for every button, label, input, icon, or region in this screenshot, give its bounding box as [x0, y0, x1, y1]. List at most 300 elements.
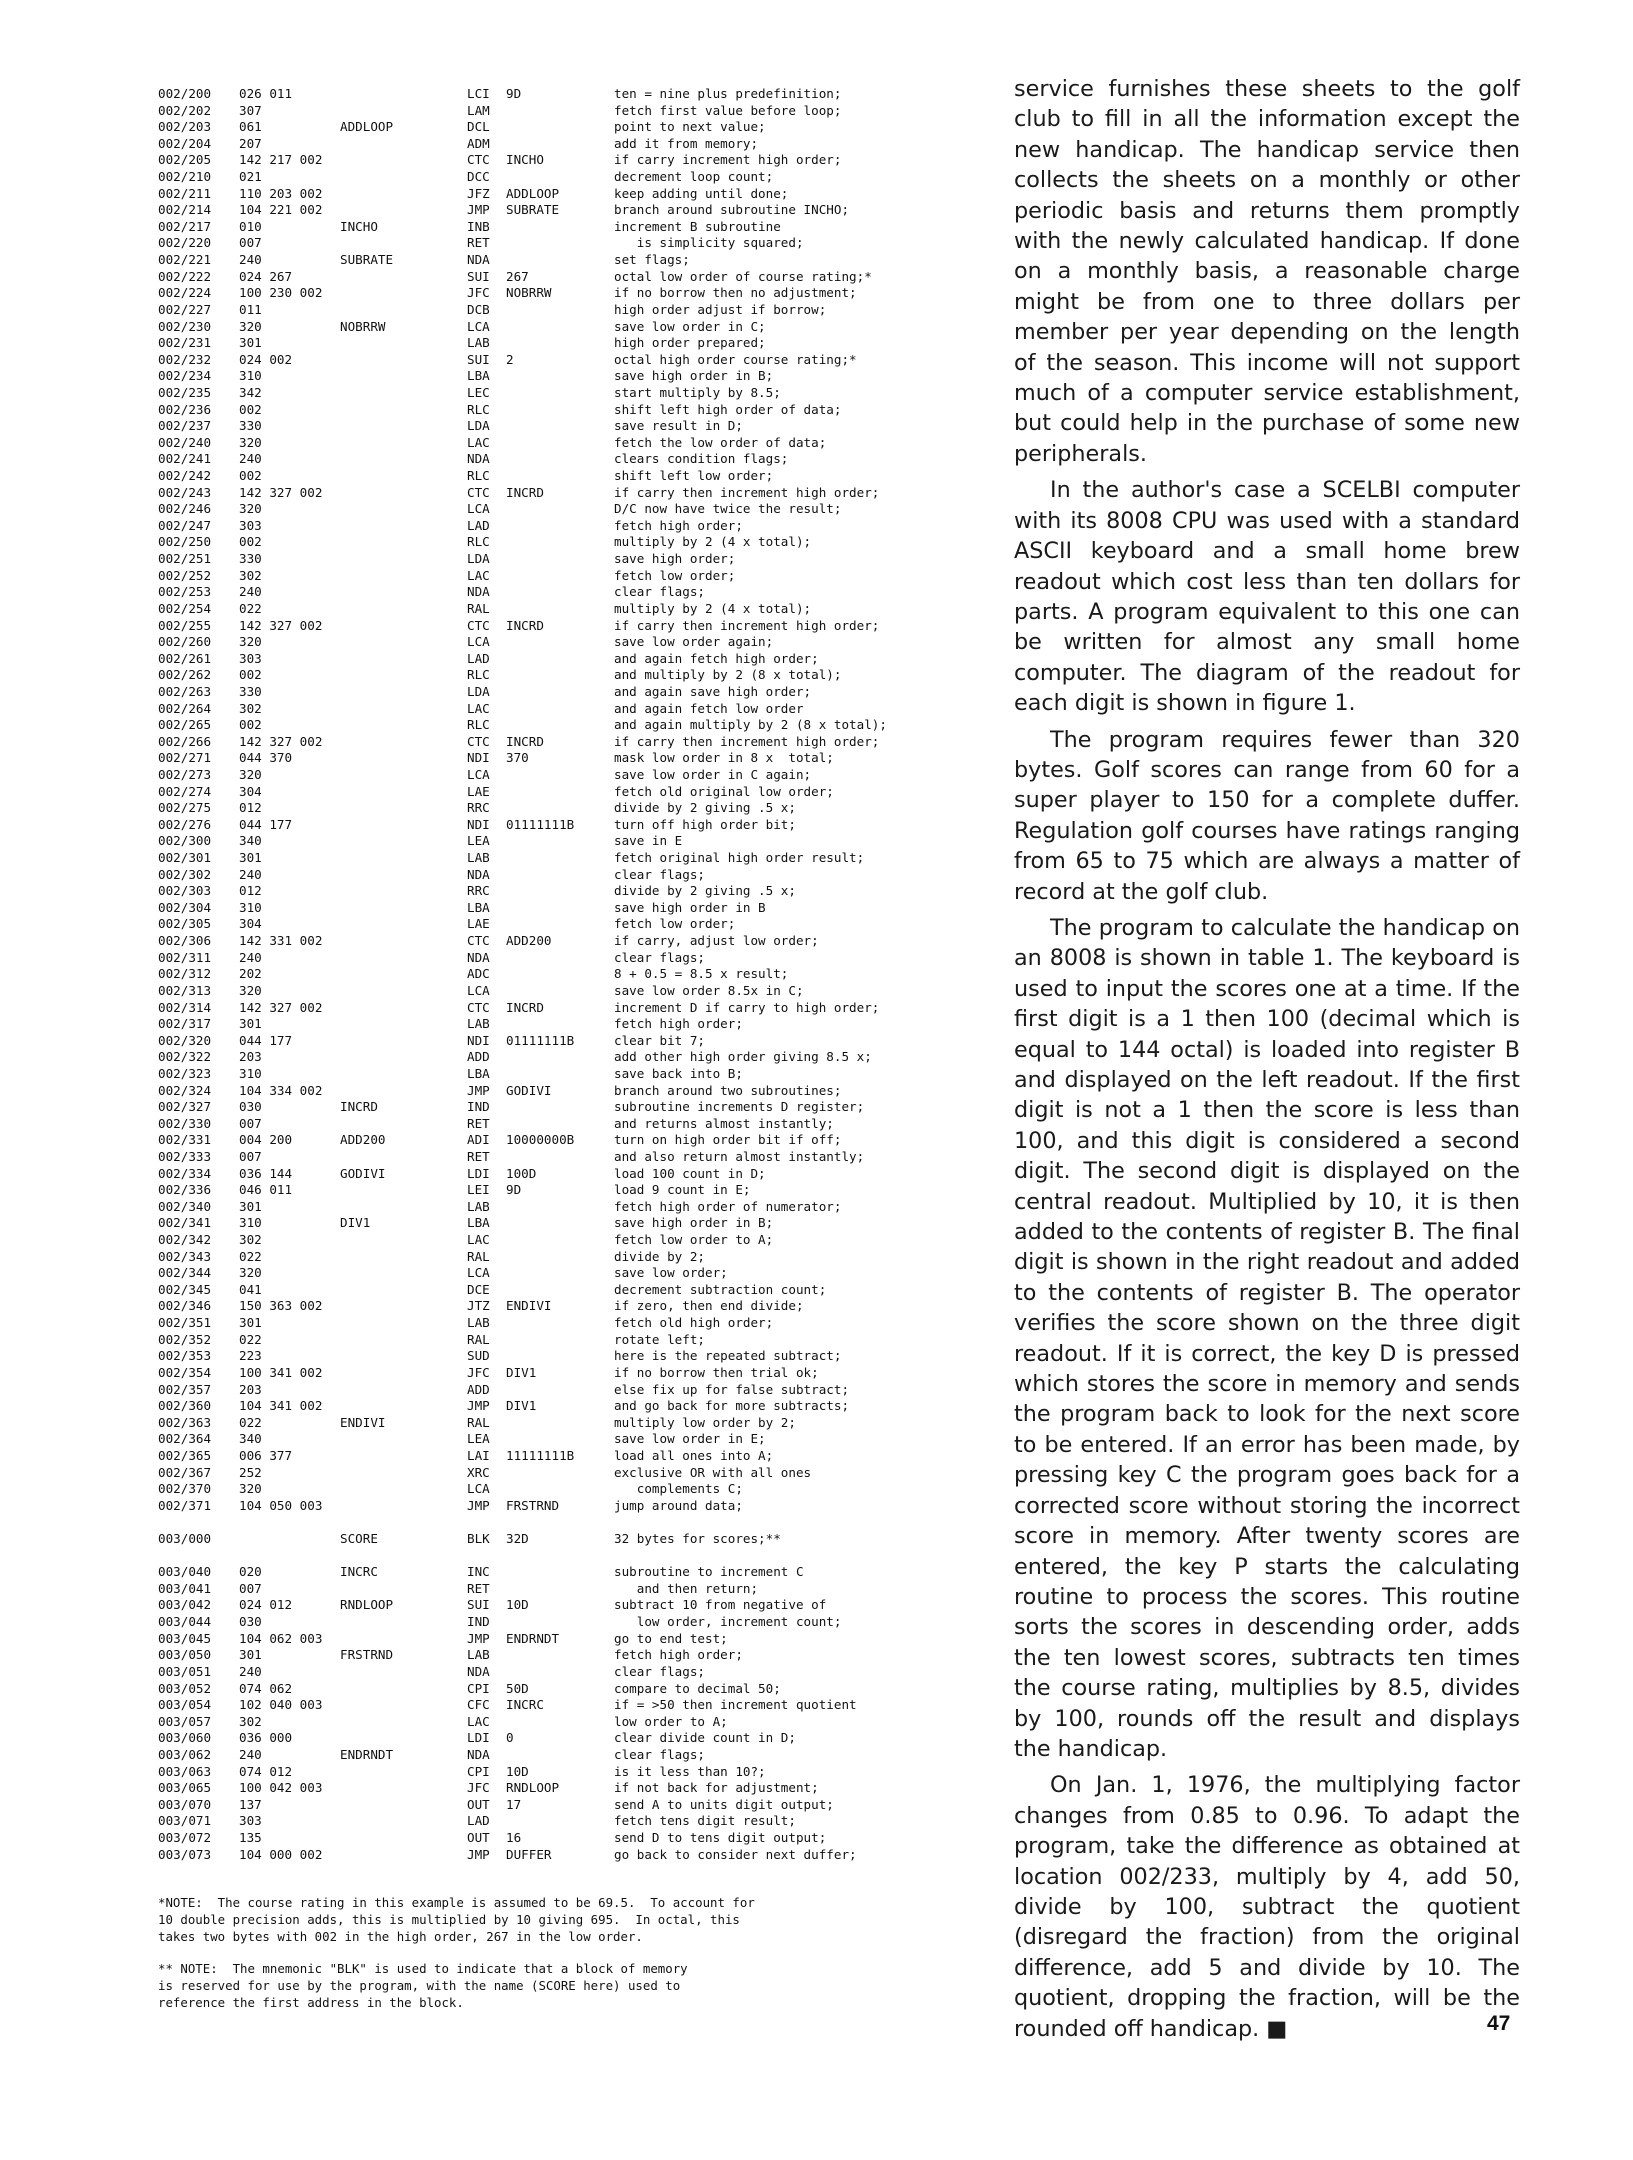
- listing-mnemonic: CTC: [467, 999, 490, 1015]
- listing-mnemonic: ADM: [467, 135, 490, 151]
- listing-comment: else fix up for false subtract;: [614, 1381, 850, 1397]
- listing-operand: INCRD: [506, 733, 544, 749]
- listing-address: 003/072: [158, 1829, 212, 1845]
- listing-mnemonic: RET: [467, 1149, 490, 1164]
- listing-row: [158, 800, 978, 817]
- listing-operand: [506, 584, 614, 601]
- listing-object-code: 041: [239, 1281, 262, 1297]
- listing-mnemonic: NDA: [467, 252, 490, 268]
- listing-address: 002/205: [158, 152, 212, 168]
- listing-label: [340, 1847, 467, 1864]
- listing-object-code: 022: [239, 1248, 262, 1264]
- listing-label: [340, 734, 467, 751]
- listing-address: 002/365: [158, 1447, 212, 1463]
- listing-row: [158, 235, 978, 252]
- listing-label: [340, 1780, 467, 1797]
- listing-address: 003/062: [158, 1746, 212, 1762]
- listing-object-code: 020: [239, 1564, 262, 1580]
- listing-comment: low order to A;: [614, 1713, 728, 1729]
- listing-address: 002/302: [158, 866, 212, 882]
- listing-mnemonic: LAC: [467, 434, 490, 450]
- listing-object-code: 203: [239, 1381, 262, 1397]
- listing-label: [340, 867, 467, 884]
- listing-comment: complements C;: [614, 1481, 743, 1497]
- listing-mnemonic: RET: [467, 1115, 490, 1131]
- listing-row: [158, 1249, 978, 1266]
- listing-mnemonic: LBA: [467, 899, 490, 915]
- listing-label: [340, 103, 467, 120]
- listing-row: [158, 103, 978, 120]
- listing-address: 002/274: [158, 783, 212, 799]
- listing-mnemonic: XRC: [467, 1464, 490, 1480]
- listing-mnemonic: DCE: [467, 1281, 490, 1297]
- listing-object-code: 007: [239, 1115, 262, 1131]
- listing-address: 002/324: [158, 1082, 212, 1098]
- listing-row: [158, 352, 978, 369]
- listing-object-code: 007: [239, 1149, 262, 1164]
- listing-object-code: 301: [239, 335, 262, 351]
- listing-operand: 01111111B: [506, 1032, 575, 1048]
- listing-mnemonic: DCB: [467, 301, 490, 317]
- listing-operand: [506, 1714, 614, 1731]
- listing-address: 002/313: [158, 982, 212, 998]
- listing-row: [158, 651, 978, 668]
- listing-mnemonic: LDI: [467, 1165, 490, 1181]
- page-number: 47: [1487, 2012, 1511, 2035]
- listing-object-code: 030: [239, 1099, 262, 1115]
- listing-object-code: 102 040 003: [239, 1697, 323, 1713]
- listing-object-code: 304: [239, 783, 262, 799]
- listing-operand: [506, 1066, 614, 1083]
- listing-operand: [506, 701, 614, 718]
- listing-mnemonic: NDA: [467, 866, 490, 882]
- listing-mnemonic: LAB: [467, 850, 490, 866]
- listing-comment: increment B subroutine: [614, 218, 781, 234]
- listing-comment: and multiply by 2 (8 x total);: [614, 667, 842, 683]
- listing-object-code: 320: [239, 318, 262, 334]
- listing-object-code: 012: [239, 800, 262, 816]
- listing-address: 002/333: [158, 1149, 212, 1164]
- listing-mnemonic: LAC: [467, 700, 490, 716]
- listing-row: [158, 1714, 978, 1731]
- listing-comment: branch around two subroutines;: [614, 1082, 842, 1098]
- listing-comment: add it from memory;: [614, 135, 759, 151]
- listing-address: 002/251: [158, 551, 212, 567]
- listing-label: [340, 235, 467, 252]
- listing-address: 002/271: [158, 750, 212, 766]
- listing-comment: save low order;: [614, 1265, 728, 1281]
- listing-label: [340, 717, 467, 734]
- listing-object-code: 100 341 002: [239, 1364, 323, 1380]
- listing-object-code: 002: [239, 468, 262, 484]
- listing-operand: [506, 966, 614, 983]
- listing-comment: subroutine to increment C: [614, 1564, 804, 1580]
- listing-label: [340, 1664, 467, 1681]
- listing-object-code: 240: [239, 866, 262, 882]
- listing-comment: multiply by 2 (4 x total);: [614, 600, 812, 616]
- listing-row: [158, 1448, 978, 1465]
- listing-label: [340, 916, 467, 933]
- listing-object-code: 310: [239, 899, 262, 915]
- listing-label: [340, 883, 467, 900]
- listing-operand: 100D: [506, 1165, 537, 1181]
- listing-label: [340, 800, 467, 817]
- listing-operand: [506, 1747, 614, 1764]
- listing-row: [158, 1415, 978, 1432]
- listing-address: 002/242: [158, 468, 212, 484]
- listing-label: ADD200: [340, 1132, 386, 1148]
- listing-row: [158, 1747, 978, 1764]
- listing-label: [340, 435, 467, 452]
- listing-object-code: 301: [239, 1647, 262, 1663]
- listing-object-code: 320: [239, 1265, 262, 1281]
- listing-object-code: 024 012: [239, 1597, 293, 1613]
- listing-comment: is simplicity squared;: [614, 235, 804, 251]
- listing-mnemonic: RET: [467, 235, 490, 251]
- listing-row: [158, 817, 978, 834]
- listing-comment: go to end test;: [614, 1630, 728, 1646]
- listing-comment: save low order in C;: [614, 318, 766, 334]
- listing-label: [340, 202, 467, 219]
- listing-operand: [506, 136, 614, 153]
- listing-object-code: 320: [239, 982, 262, 998]
- listing-comment: save low order in E;: [614, 1431, 766, 1447]
- listing-comment: decrement loop count;: [614, 169, 774, 185]
- listing-row: [158, 86, 978, 103]
- listing-operand: 01111111B: [506, 816, 575, 832]
- listing-row: [158, 1830, 978, 1847]
- listing-address: 002/346: [158, 1298, 212, 1314]
- listing-mnemonic: CTC: [467, 484, 490, 500]
- listing-operand: [506, 335, 614, 352]
- listing-address: 002/371: [158, 1497, 212, 1513]
- listing-operand: 0: [506, 1730, 514, 1746]
- listing-row: [158, 319, 978, 336]
- listing-comment: fetch low order;: [614, 916, 736, 932]
- listing-operand: NOBRRW: [506, 285, 552, 301]
- listing-address: 002/351: [158, 1315, 212, 1331]
- listing-operand: SUBRATE: [506, 202, 560, 218]
- listing-comment: fetch high order of numerator;: [614, 1198, 842, 1214]
- listing-operand: [506, 1215, 614, 1232]
- listing-address: 002/370: [158, 1481, 212, 1497]
- listing-mnemonic: LDA: [467, 418, 490, 434]
- listing-operand: [506, 1581, 614, 1598]
- listing-mnemonic: LDI: [467, 1730, 490, 1746]
- listing-address: 002/211: [158, 185, 212, 201]
- listing-row: [158, 1000, 978, 1017]
- listing-address: 002/273: [158, 766, 212, 782]
- listing-comment: fetch high order;: [614, 1647, 743, 1663]
- listing-comment: if carry then increment high order;: [614, 617, 880, 633]
- note-blk-mnemonic: ** NOTE: The mnemonic "BLK" is used to indicate that a block of memory is reserved for use by the program, with the name (SCORE here) used to reference the first address in the block.: [158, 1961, 688, 2010]
- listing-comment: ten = nine plus predefinition;: [614, 86, 842, 101]
- listing-mnemonic: IND: [467, 1099, 490, 1115]
- listing-operand: ADDLOOP: [506, 185, 560, 201]
- listing-operand: INCRD: [506, 999, 544, 1015]
- listing-row: [158, 269, 978, 286]
- listing-object-code: 302: [239, 1713, 262, 1729]
- listing-label: [340, 651, 467, 668]
- listing-row: [158, 1215, 978, 1232]
- listing-mnemonic: LCA: [467, 982, 490, 998]
- listing-row: [158, 734, 978, 751]
- listing-row: [158, 152, 978, 169]
- listing-address: 002/330: [158, 1115, 212, 1131]
- listing-row: [158, 1149, 978, 1166]
- listing-address: 003/050: [158, 1647, 212, 1663]
- listing-address: 003/065: [158, 1780, 212, 1796]
- listing-operand: 370: [506, 750, 529, 766]
- listing-label: [340, 1000, 467, 1017]
- listing-mnemonic: LCA: [467, 318, 490, 334]
- listing-object-code: 207: [239, 135, 262, 151]
- listing-operand: 9D: [506, 86, 522, 101]
- listing-row: [158, 1182, 978, 1199]
- listing-comment: send A to units digit output;: [614, 1796, 834, 1812]
- listing-row: [158, 1614, 978, 1631]
- listing-address: 002/236: [158, 401, 212, 417]
- listing-row: [158, 916, 978, 933]
- listing-operand: [506, 850, 614, 867]
- listing-label: [340, 1149, 467, 1166]
- listing-operand: 10000000B: [506, 1132, 575, 1148]
- listing-operand: [506, 601, 614, 618]
- listing-object-code: 302: [239, 700, 262, 716]
- listing-comment: increment D if carry to high order;: [614, 999, 880, 1015]
- listing-address: 003/063: [158, 1763, 212, 1779]
- listing-label: [340, 750, 467, 767]
- listing-mnemonic: NDA: [467, 949, 490, 965]
- listing-row: [158, 136, 978, 153]
- listing-row: [158, 883, 978, 900]
- listing-address: 002/360: [158, 1398, 212, 1414]
- paragraph: service furnishes these sheets to the golf club to fill in all the information except the new handicap. The handicap service then collects the sheets on a monthly or other periodic basis and returns them promptly with the newly calculated handicap. If done on a monthly basis, a reasonable charge might be from one to three dollars per member per year depending on the length of the season. This income will not support much of a computer service establishment, but could help in the purchase of some new peripherals.: [1014, 76, 1520, 467]
- listing-object-code: 303: [239, 1813, 262, 1829]
- listing-label: [340, 950, 467, 967]
- listing-operand: 267: [506, 268, 529, 284]
- listing-operand: [506, 1647, 614, 1664]
- listing-comment: high order adjust if borrow;: [614, 301, 827, 317]
- listing-address: 002/265: [158, 717, 212, 733]
- listing-operand: 16: [506, 1829, 522, 1845]
- listing-mnemonic: JFC: [467, 1780, 490, 1796]
- listing-operand: [506, 634, 614, 651]
- listing-operand: [506, 501, 614, 518]
- listing-comment: if not back for adjustment;: [614, 1780, 819, 1796]
- listing-comment: rotate left;: [614, 1331, 705, 1347]
- listing-row: [158, 833, 978, 850]
- listing-operand: [506, 717, 614, 734]
- listing-object-code: 240: [239, 1663, 262, 1679]
- listing-row: [158, 1847, 978, 1864]
- listing-operand: [506, 518, 614, 535]
- listing-mnemonic: JMP: [467, 1497, 490, 1513]
- listing-comment: turn on high order bit if off;: [614, 1132, 842, 1148]
- listing-row: [158, 1166, 978, 1183]
- listing-row: [158, 501, 978, 518]
- listing-comment: fetch the low order of data;: [614, 434, 827, 450]
- listing-object-code: 100 230 002: [239, 285, 323, 301]
- listing-label: [340, 335, 467, 352]
- listing-mnemonic: RLC: [467, 534, 490, 550]
- listing-address: 002/203: [158, 119, 212, 135]
- listing-comment: if zero, then end divide;: [614, 1298, 804, 1314]
- listing-operand: [506, 252, 614, 269]
- listing-address: 003/042: [158, 1597, 212, 1613]
- listing-label: [340, 817, 467, 834]
- listing-address: 002/314: [158, 999, 212, 1015]
- listing-operand: 32D: [506, 1531, 529, 1547]
- listing-spacer: [158, 1548, 978, 1565]
- listing-object-code: 026 011: [239, 86, 293, 101]
- listing-address: 002/353: [158, 1348, 212, 1364]
- listing-address: 003/073: [158, 1846, 212, 1862]
- listing-mnemonic: JFZ: [467, 185, 490, 201]
- listing-mnemonic: LEA: [467, 833, 490, 849]
- listing-row: [158, 1597, 978, 1614]
- listing-row: [158, 601, 978, 618]
- listing-comment: if no borrow then no adjustment;: [614, 285, 857, 301]
- listing-comment: clear divide count in D;: [614, 1730, 796, 1746]
- listing-comment: low order, increment count;: [614, 1614, 842, 1630]
- listing-row: [158, 1764, 978, 1781]
- listing-address: 002/237: [158, 418, 212, 434]
- listing-row: [158, 451, 978, 468]
- listing-mnemonic: RET: [467, 1580, 490, 1596]
- listing-object-code: 135: [239, 1829, 262, 1845]
- listing-row: [158, 302, 978, 319]
- listing-label: [340, 667, 467, 684]
- listing-label: FRSTRND: [340, 1647, 394, 1663]
- listing-operand: INCRD: [506, 617, 544, 633]
- listing-operand: [506, 1465, 614, 1482]
- listing-label: [340, 1033, 467, 1050]
- listing-operand: [506, 451, 614, 468]
- listing-mnemonic: NDA: [467, 1663, 490, 1679]
- listing-comment: if carry increment high order;: [614, 152, 842, 168]
- listing-address: 003/052: [158, 1680, 212, 1696]
- listing-mnemonic: CTC: [467, 933, 490, 949]
- listing-comment: 8 + 0.5 = 8.5 x result;: [614, 966, 789, 982]
- listing-label: [340, 1315, 467, 1332]
- listing-address: 002/221: [158, 252, 212, 268]
- listing-object-code: 301: [239, 1315, 262, 1331]
- listing-address: 002/305: [158, 916, 212, 932]
- listing-label: [340, 385, 467, 402]
- listing-object-code: 074 012: [239, 1763, 293, 1779]
- listing-row: [158, 1498, 978, 1515]
- listing-mnemonic: LEI: [467, 1182, 490, 1198]
- listing-object-code: 110 203 002: [239, 185, 323, 201]
- listing-address: 002/340: [158, 1198, 212, 1214]
- listing-object-code: 021: [239, 169, 262, 185]
- listing-mnemonic: INB: [467, 218, 490, 234]
- listing-object-code: 223: [239, 1348, 262, 1364]
- listing-address: 003/054: [158, 1697, 212, 1713]
- listing-label: [340, 1382, 467, 1399]
- listing-object-code: 030: [239, 1614, 262, 1630]
- paragraph: The program requires fewer than 320 bytes. Golf scores can range from 60 for a super player to 150 for a complete duffer. Regulation golf courses have ratings ranging from 65 to 75 which are always a matter of record at the golf club.: [1014, 726, 1520, 905]
- listing-row: [158, 1315, 978, 1332]
- listing-operand: [506, 385, 614, 402]
- listing-comment: fetch low order;: [614, 567, 736, 583]
- listing-object-code: 012: [239, 883, 262, 899]
- listing-row: [158, 667, 978, 684]
- listing-label: [340, 601, 467, 618]
- listing-operand: [506, 1382, 614, 1399]
- listing-object-code: 046 011: [239, 1182, 293, 1198]
- listing-label: [340, 1398, 467, 1415]
- listing-operand: [506, 867, 614, 884]
- listing-mnemonic: NDA: [467, 1746, 490, 1762]
- listing-address: 002/264: [158, 700, 212, 716]
- listing-row: [158, 551, 978, 568]
- listing-mnemonic: ADD: [467, 1049, 490, 1065]
- paragraph: The program to calculate the handicap on an 8008 is shown in table 1. The keyboard is used to input the scores one at a time. If the first digit is a 1 then 100 (decimal which is equal to 144 octal) is loaded into register B and displayed on the left readout. If the first digit is not a 1 then the score is less than 100, and this digit is considered a second digit. The second digit is displayed on the central readout. Multiplied by 10, it is then added to the contents of register B. The final digit is shown in the right readout and added to the contents of register B. The operator verifies the score shown on the three digit readout. If it is correct, the key D is pressed which stores the score in memory and sends the program back to look for the next score to be entered. If an error has been made, by pressing key C the program goes back for a corrected score without storing the incorrect score in memory. After twenty scores are entered, the key P starts the calculating routine to process the scores. This routine sorts the scores in descending order, adds the ten lowest scores, subtracts ten times the course rating, multiplies by 8.5, divides by 100, rounds off the result and displays the handicap.: [1014, 914, 1520, 1762]
- listing-operand: [506, 468, 614, 485]
- listing-label: [340, 784, 467, 801]
- listing-comment: is it less than 10?;: [614, 1763, 766, 1779]
- listing-address: 002/243: [158, 484, 212, 500]
- listing-operand: [506, 219, 614, 236]
- listing-operand: [506, 1282, 614, 1299]
- listing-comment: point to next value;: [614, 119, 766, 135]
- listing-object-code: 104 341 002: [239, 1398, 323, 1414]
- note-course-rating: *NOTE: The course rating in this example is assumed to be 69.5. To account for 10 double precision adds, this is multiplied by 10 giving 695. In octal, this takes two bytes with 002 in the high order, 267 in the low order.: [158, 1895, 755, 1944]
- listing-row: [158, 717, 978, 734]
- listing-operand: [506, 667, 614, 684]
- listing-address: 002/222: [158, 268, 212, 284]
- listing-label: INCRC: [340, 1564, 378, 1580]
- listing-address: 002/311: [158, 949, 212, 965]
- listing-comment: save low order again;: [614, 634, 774, 650]
- listing-mnemonic: SUI: [467, 1597, 490, 1613]
- listing-row: [158, 634, 978, 651]
- listing-object-code: 142 327 002: [239, 484, 323, 500]
- listing-row: [158, 335, 978, 352]
- listing-address: 002/300: [158, 833, 212, 849]
- listing-label: [340, 1797, 467, 1814]
- listing-address: 002/247: [158, 517, 212, 533]
- listing-address: 002/210: [158, 169, 212, 185]
- listing-label: [340, 302, 467, 319]
- listing-address: 002/331: [158, 1132, 212, 1148]
- listing-comment: if carry then increment high order;: [614, 733, 880, 749]
- listing-mnemonic: RRC: [467, 800, 490, 816]
- listing-row: [158, 1049, 978, 1066]
- listing-object-code: 007: [239, 1580, 262, 1596]
- listing-object-code: 074 062: [239, 1680, 293, 1696]
- listing-comment: octal low order of course rating;*: [614, 268, 872, 284]
- listing-row: [158, 385, 978, 402]
- listing-operand: 10D: [506, 1763, 529, 1779]
- listing-row: [158, 1481, 978, 1498]
- listing-operand: ENDRNDT: [506, 1630, 560, 1646]
- listing-object-code: 301: [239, 1198, 262, 1214]
- listing-operand: DIV1: [506, 1398, 537, 1414]
- listing-label: ENDRNDT: [340, 1746, 394, 1762]
- listing-object-code: 061: [239, 119, 262, 135]
- listing-comment: clears condition flags;: [614, 451, 789, 467]
- listing-comment: decrement subtraction count;: [614, 1281, 827, 1297]
- listing-row: [158, 1298, 978, 1315]
- listing-address: 002/217: [158, 218, 212, 234]
- listing-mnemonic: LEA: [467, 1431, 490, 1447]
- listing-mnemonic: RAL: [467, 1331, 490, 1347]
- listing-mnemonic: CTC: [467, 617, 490, 633]
- listing-operand: [506, 1116, 614, 1133]
